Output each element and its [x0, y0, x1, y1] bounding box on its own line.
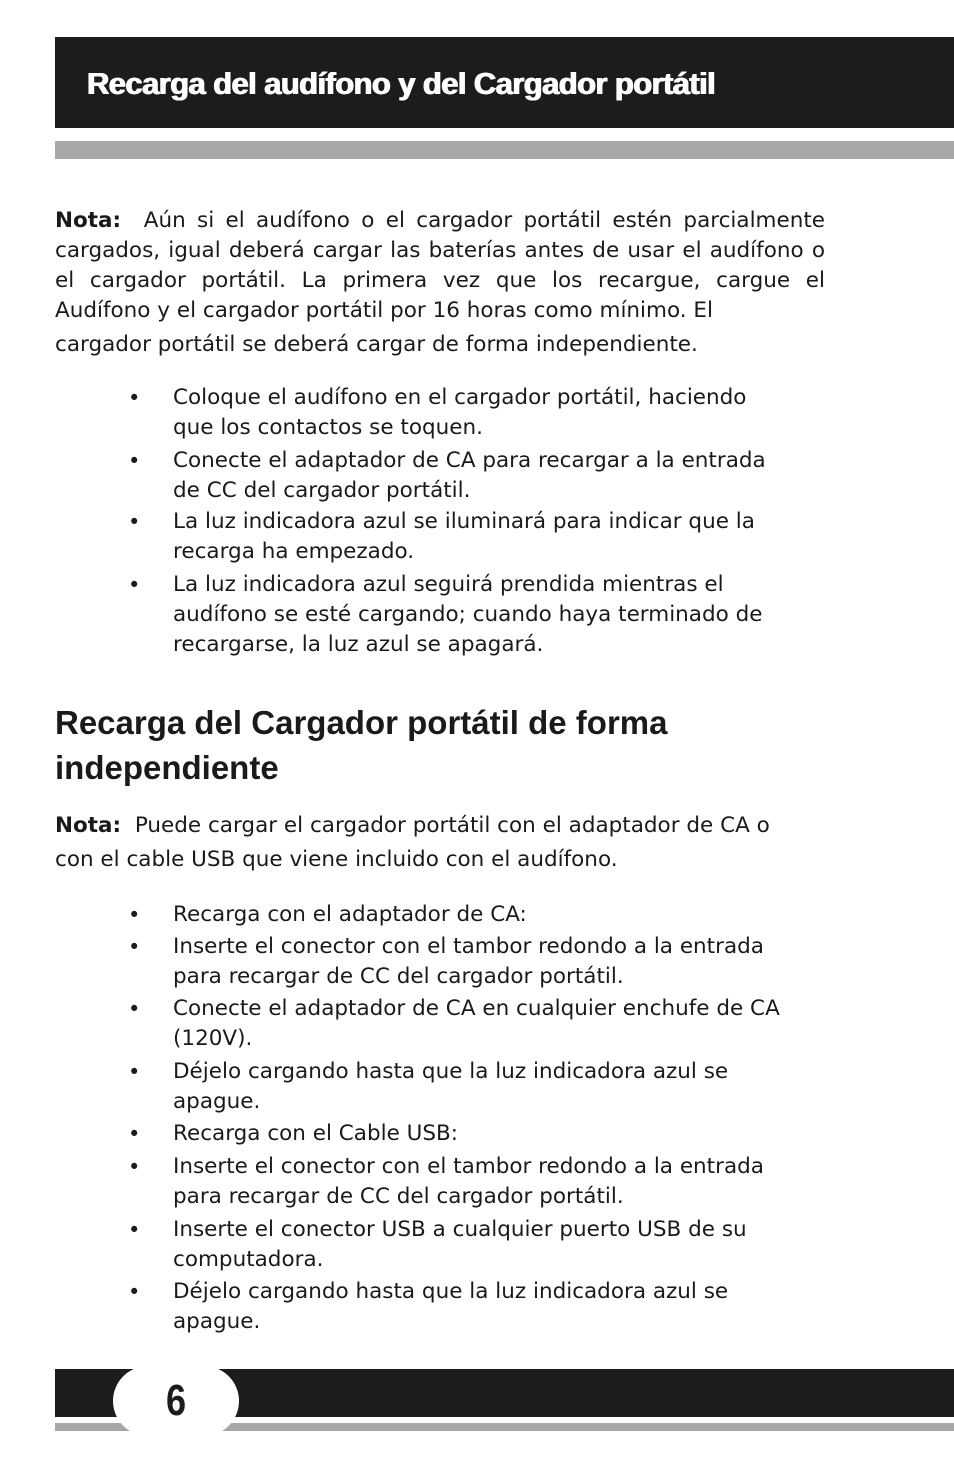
list-item-text: Conecte el adaptador de CA en cualquier enchufe de CA (120V).: [173, 996, 780, 1051]
header-divider: [55, 141, 954, 159]
note-paragraph-1: [55, 206, 825, 360]
bullet: •: [128, 1060, 141, 1084]
section-heading: Recarga del Cargador portátil de forma independiente: [55, 704, 668, 786]
bullet: •: [128, 1122, 141, 1146]
page-title: Recarga del audífono y del Cargador portátil: [87, 66, 716, 101]
list-item-text: Déjelo cargando hasta que la luz indicadora azul se apague.: [173, 1279, 729, 1334]
bullet: •: [128, 510, 141, 534]
note-label: Nota:: [55, 813, 122, 838]
header-bar: [55, 37, 954, 128]
list-item-text: La luz indicadora azul se iluminará para indicar que la recarga ha empezado.: [173, 509, 755, 564]
list-item-text: Coloque el audífono en el cargador portátil, haciendo que los contactos se toquen.: [173, 385, 747, 440]
list-item-text: Inserte el conector USB a cualquier puerto USB de su computadora.: [173, 1217, 747, 1272]
bullet: •: [128, 903, 141, 927]
bullet: •: [128, 1155, 141, 1179]
note-text-last: con el cable USB que viene incluido con el audífono.: [55, 847, 618, 872]
bullet: •: [128, 935, 141, 959]
note-label: Nota:: [55, 208, 122, 233]
note-text: Puede cargar el cargador portátil con el adaptador de CA o: [134, 813, 770, 838]
list-item-text: Recarga con el adaptador de CA:: [173, 902, 527, 927]
bullet: •: [128, 1218, 141, 1242]
bullet: •: [128, 449, 141, 473]
bullet: •: [128, 1280, 141, 1304]
page-number-badge: [113, 1366, 239, 1436]
note-paragraph-2: [55, 811, 825, 875]
bullet: •: [128, 997, 141, 1021]
page-number: 6: [165, 1376, 187, 1425]
list-item-text: Inserte el conector con el tambor redondo a la entrada para recargar de CC del cargador portátil.: [173, 934, 764, 989]
note-text: Aún si el audífono o el cargador portátil estén parcialmente cargados, igual deberá cargar las baterías antes de usar el audífono o el cargador portátil. La primera vez que los recargue, cargue el Audífono y el cargador portátil por 16 horas como mínimo. El: [55, 208, 826, 323]
note-text-last: cargador portátil se deberá cargar de forma independiente.: [55, 332, 698, 357]
list-item-text: La luz indicadora azul seguirá prendida mientras el audífono se esté cargando; cuando haya terminado de recargarse, la luz azul se apagará.: [173, 572, 763, 657]
list-item-text: Conecte el adaptador de CA para recargar a la entrada de CC del cargador portátil.: [173, 448, 766, 503]
list-item-text: Inserte el conector con el tambor redondo a la entrada para recargar de CC del cargador portátil.: [173, 1154, 764, 1209]
bullet: •: [128, 386, 141, 410]
list-item-text: Déjelo cargando hasta que la luz indicadora azul se apague.: [173, 1059, 729, 1114]
bullet: •: [128, 573, 141, 597]
list-item-text: Recarga con el Cable USB:: [173, 1121, 459, 1146]
